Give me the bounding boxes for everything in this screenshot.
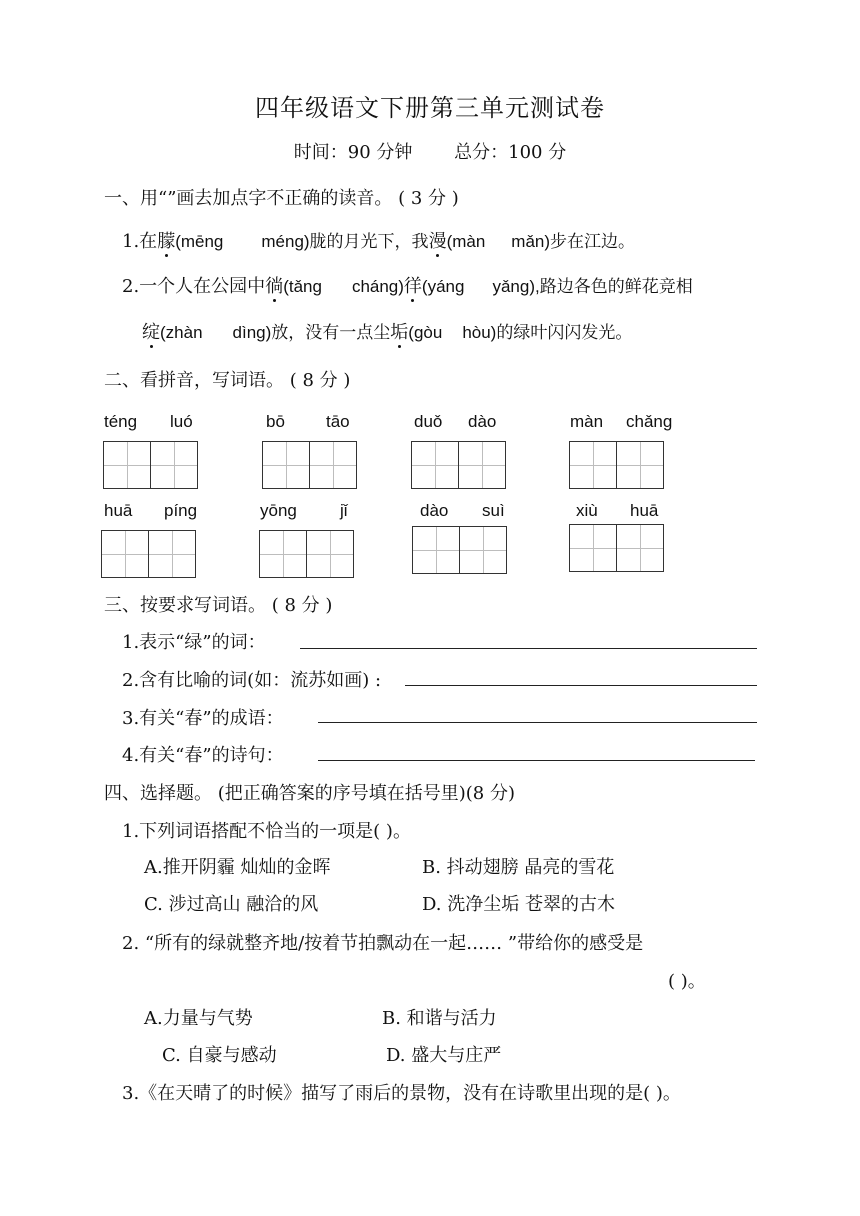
writing-grid[interactable] [569,524,663,572]
pinyin: píng [164,501,198,520]
s4-q1-stem: 1.下列词语搭配不恰当的一项是( )。 [122,821,411,842]
page-title: 四年级语文下册第三单元测试卷 [255,94,605,122]
dotted-char: 徜 [265,276,284,297]
answer-line[interactable] [318,722,757,723]
pinyin: luó [170,412,193,431]
s1-question-1: 1.在朦(mēng méng)胧的月光下，我漫(màn mǎn)步在江边。 [122,231,636,252]
pinyin: bō [266,412,285,431]
pinyin: dào [420,501,449,520]
writing-grid[interactable] [101,530,195,578]
dotted-char: 绽 [142,322,160,343]
writing-grid[interactable] [259,530,353,578]
s4-q2-option-d: D. 盛大与庄严 [386,1045,502,1066]
pinyin: huā [104,501,133,520]
answer-line[interactable] [318,760,755,761]
s4-q1-option-b: B. 抖动翅膀 晶亮的雪花 [422,857,615,878]
writing-grid[interactable] [103,441,197,489]
s4-q2-answer-paren: ( )。 [668,971,706,992]
s3-item-4: 4.有关“春”的诗句： [122,745,284,766]
s3-item-2: 2.含有比喻的词(如：流苏如画) : [122,670,382,691]
section-2-heading: 二、看拼音，写词语。 ( 8 分 ) [104,370,351,391]
s4-q3-stem: 3.《在天晴了的时候》描写了雨后的景物，没有在诗歌里出现的是( )。 [122,1083,681,1104]
exam-score: 总分：100 分 [454,142,567,163]
section-4-heading: 四、选择题。 (把正确答案的序号填在括号里)(8 分) [104,783,515,804]
section-3-heading: 三、按要求写词语。 ( 8 分 ) [104,595,333,616]
pinyin: tāo [326,412,350,431]
pinyin: yōng [260,501,297,520]
pinyin: suì [482,501,505,520]
s4-q2-option-c: C. 自豪与感动 [162,1045,277,1066]
pinyin: jǐ [340,501,348,520]
answer-line[interactable] [405,685,757,686]
s3-item-1: 1.表示“绿”的词： [122,632,266,653]
pinyin: xiù [576,501,598,520]
s4-q2-stem: 2. “所有的绿就整齐地/按着节拍飘动在一起…… ”带给你的感受是 [122,933,644,954]
exam-meta [0,138,860,164]
s1-question-2-cont: 绽(zhàn dìng)放，没有一点尘垢(gòu hòu)的绿叶闪闪发光。 [142,322,633,343]
s4-q1-option-d: D. 洗净尘垢 苍翠的古木 [422,894,615,915]
s1-question-2: 2.一个人在公园中徜(tǎng cháng)徉(yáng yǎng),路边各色的鲜花竞相 [122,276,693,297]
s3-item-3: 3.有关“春”的成语： [122,708,284,729]
s4-q1-option-c: C. 涉过高山 融洽的风 [144,894,319,915]
pinyin: màn [570,412,604,431]
pinyin: chǎng [626,412,673,431]
exam-time: 时间：90 分钟 [293,142,413,163]
pinyin: téng [104,412,138,431]
writing-grid[interactable] [569,441,663,489]
s4-q2-option-b: B. 和谐与活力 [382,1008,497,1029]
writing-grid[interactable] [411,441,505,489]
dotted-char: 朦 [157,231,176,252]
dotted-char: 徉 [403,276,422,297]
s4-q2-option-a: A.力量与气势 [144,1008,253,1029]
dotted-char: 垢 [390,322,409,343]
pinyin: duǒ [414,412,443,431]
writing-grid[interactable] [412,526,506,574]
pinyin: dào [468,412,497,431]
pinyin: huā [630,501,659,520]
writing-grid[interactable] [262,441,356,489]
dotted-char: 漫 [428,231,447,252]
answer-line[interactable] [300,648,757,649]
section-1-heading: 一、用“”画去加点字不正确的读音。 ( 3 分 ) [104,188,459,209]
s4-q1-option-a: A.推开阴霾 灿灿的金晖 [144,857,331,878]
